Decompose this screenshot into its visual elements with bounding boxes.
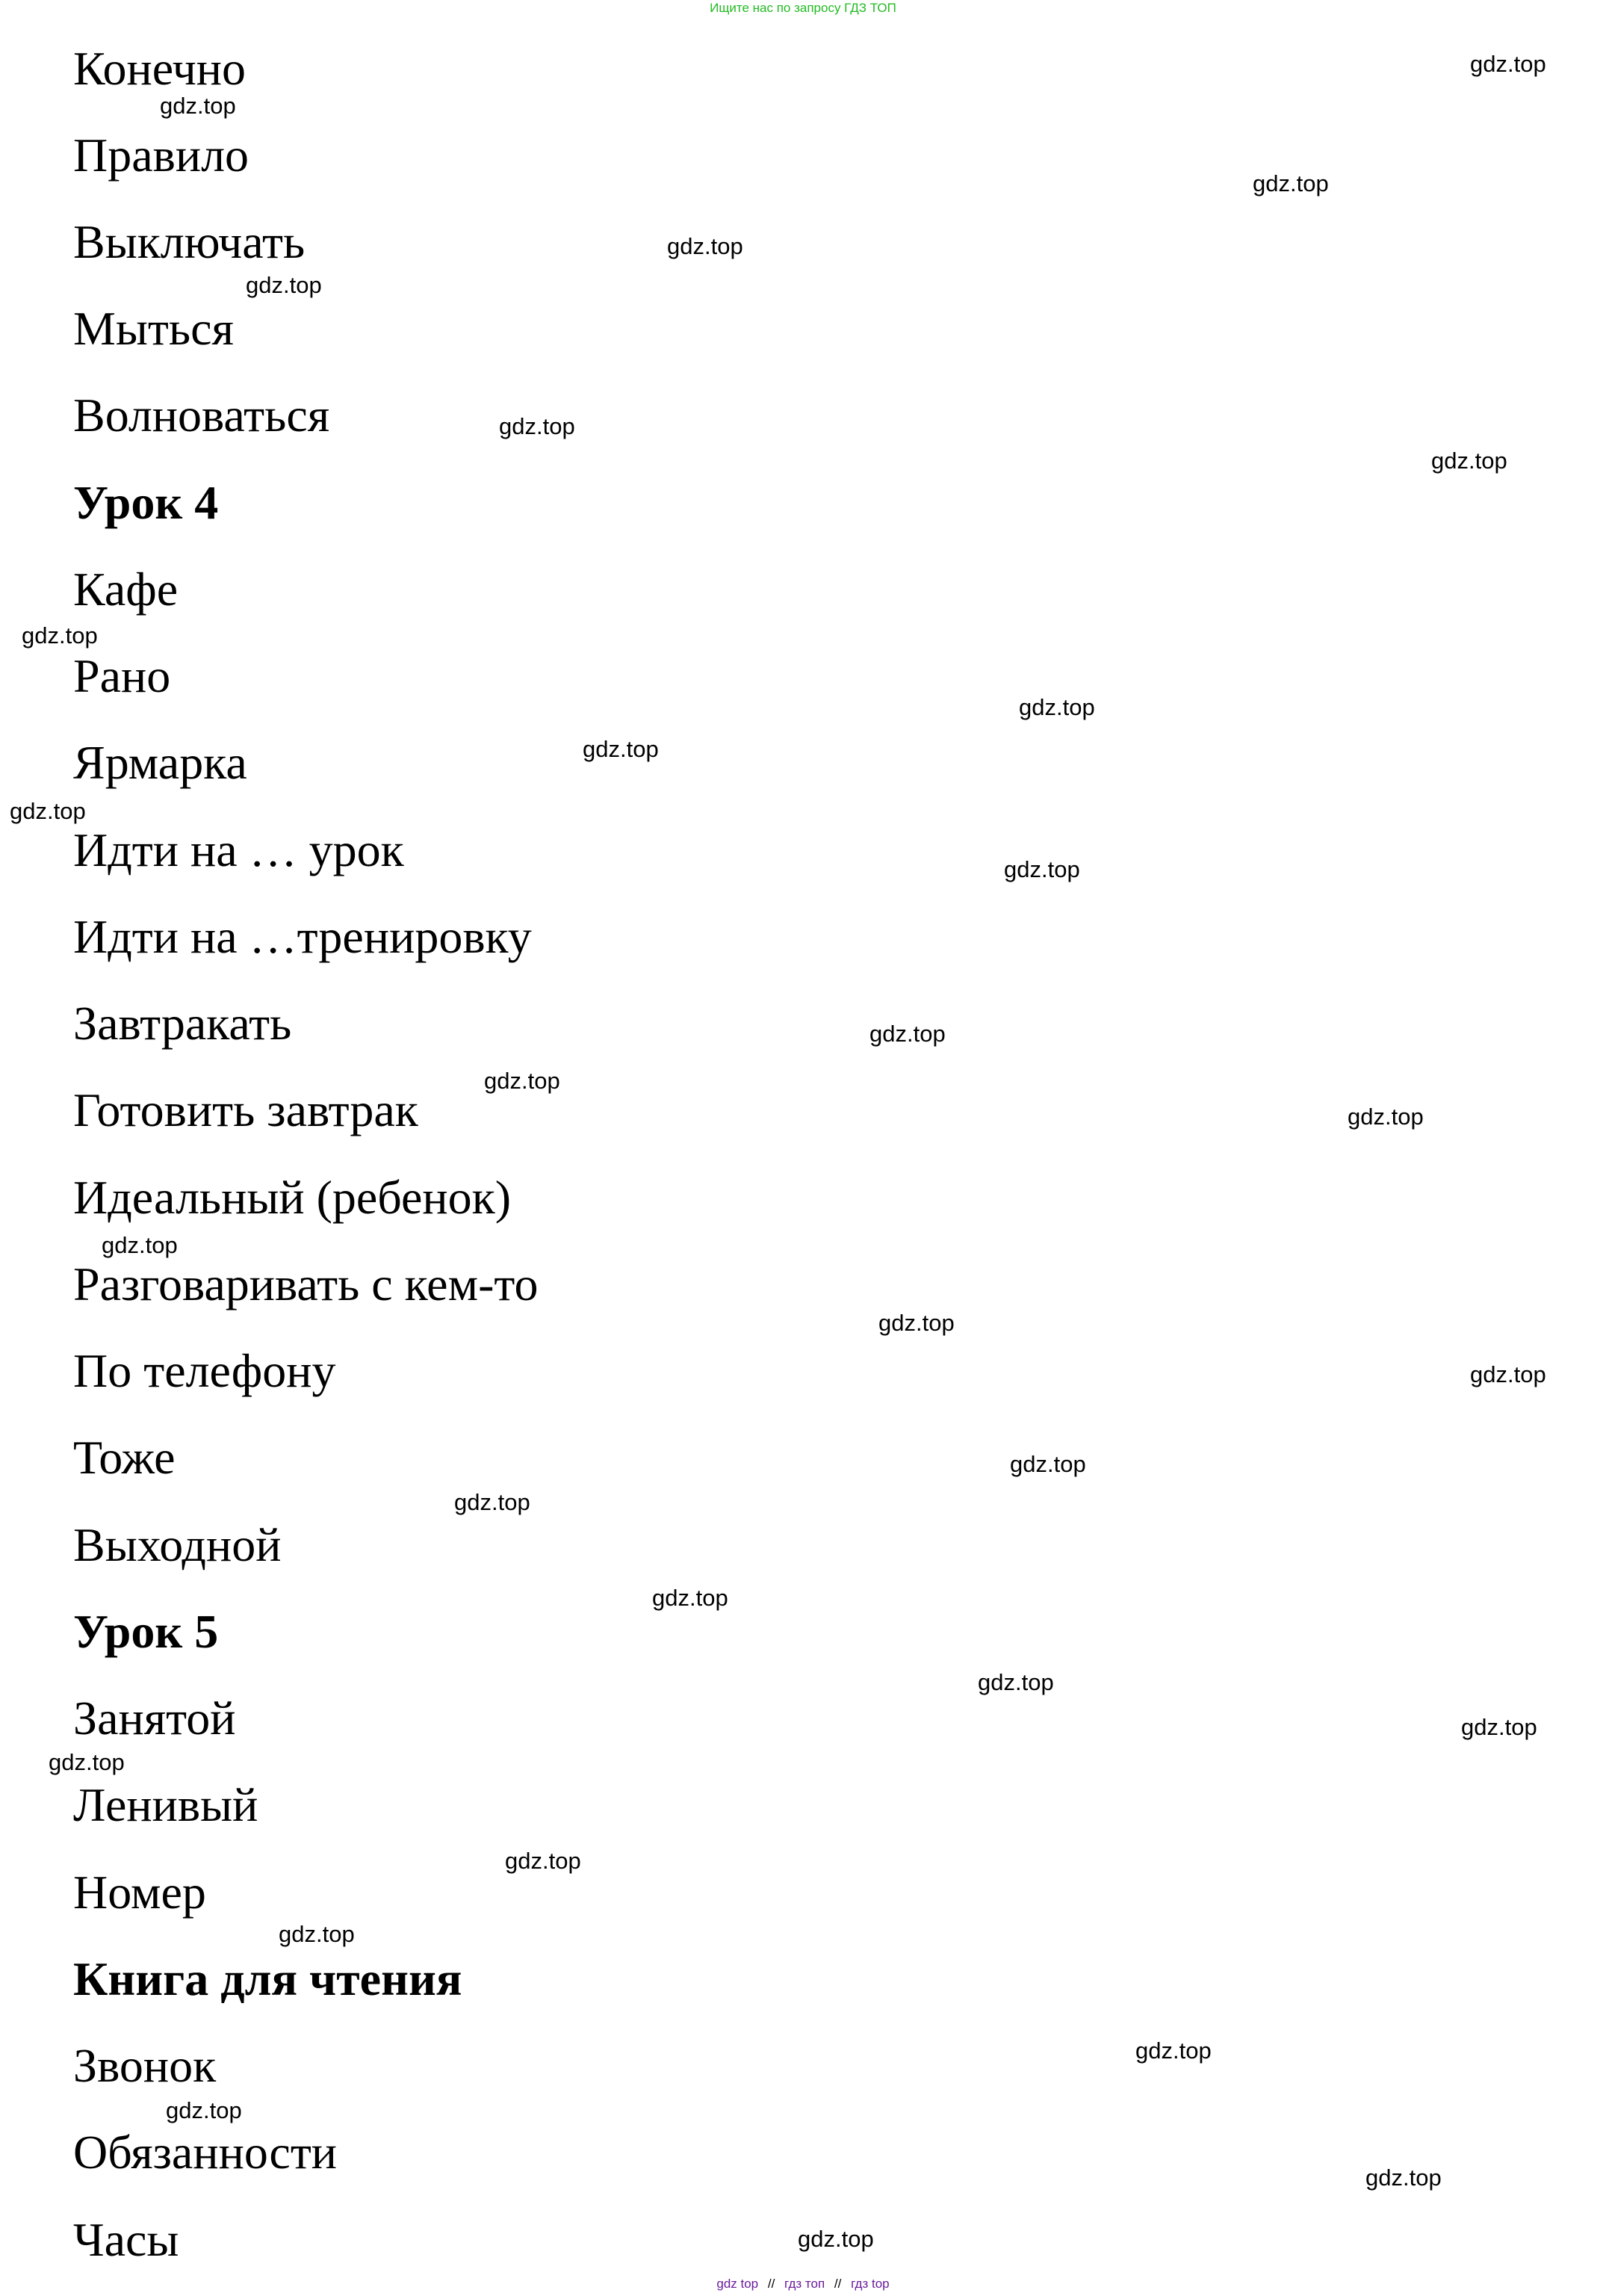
watermark-label: gdz.top bbox=[1010, 1451, 1086, 1477]
vocabulary-word: Выходной bbox=[73, 1518, 282, 1571]
vocabulary-word: Идеальный (ребенок) bbox=[73, 1171, 512, 1224]
watermark-label: gdz.top bbox=[49, 1749, 125, 1775]
vocabulary-word: Идти на …тренировку bbox=[73, 910, 532, 963]
watermark-label: gdz.top bbox=[1470, 51, 1546, 77]
vocabulary-word: Рано bbox=[73, 649, 171, 702]
watermark-label: gdz.top bbox=[279, 1921, 355, 1947]
vocabulary-word: Ярмарка bbox=[73, 736, 247, 789]
vocabulary-word: Конечно bbox=[73, 42, 246, 95]
watermark-label: gdz.top bbox=[667, 233, 743, 259]
watermark-label: gdz.top bbox=[869, 1021, 946, 1047]
watermark-label: gdz.top bbox=[652, 1585, 728, 1611]
footer-separator: // bbox=[834, 2277, 842, 2291]
vocabulary-word: Готовить завтрак bbox=[73, 1083, 418, 1136]
top-banner bbox=[0, 0, 1606, 16]
section-heading: Урок 5 bbox=[73, 1605, 219, 1658]
vocabulary-word: Обязанности bbox=[73, 2126, 338, 2179]
vocabulary-word: Звонок bbox=[73, 2039, 217, 2092]
banner-text: Ищите нас по запросу ГДЗ ТОП bbox=[710, 1, 896, 15]
watermark-label: gdz.top bbox=[1004, 856, 1080, 882]
watermark-label: gdz.top bbox=[1019, 694, 1095, 720]
section-heading: Урок 4 bbox=[73, 476, 219, 529]
watermark-label: gdz.top bbox=[1431, 448, 1507, 474]
footer-item[interactable]: гдз топ bbox=[784, 2277, 825, 2291]
watermark-label: gdz.top bbox=[10, 798, 86, 824]
vocabulary-word: Выключать bbox=[73, 215, 306, 268]
watermark-label: gdz.top bbox=[1461, 1714, 1537, 1740]
watermark-label: gdz.top bbox=[454, 1489, 530, 1515]
vocabulary-word: Занятой bbox=[73, 1692, 236, 1745]
vocabulary-word: Тоже bbox=[73, 1431, 176, 1484]
watermark-label: gdz.top bbox=[102, 1232, 178, 1258]
watermark-label: gdz.top bbox=[246, 272, 322, 298]
section-heading: Книга для чтения bbox=[73, 1952, 462, 2005]
vocabulary-word: Кафе bbox=[73, 563, 179, 616]
vocabulary-word: Мыться bbox=[73, 302, 234, 355]
watermark-label: gdz.top bbox=[1470, 1361, 1546, 1387]
footer bbox=[0, 2276, 1606, 2292]
watermark-label: gdz.top bbox=[1365, 2165, 1442, 2191]
watermark-label: gdz.top bbox=[978, 1669, 1054, 1695]
vocabulary-word: Идти на … урок bbox=[73, 823, 404, 876]
watermark-label: gdz.top bbox=[798, 2226, 874, 2252]
watermark-label: gdz.top bbox=[505, 1848, 581, 1874]
watermark-label: gdz.top bbox=[160, 93, 236, 119]
watermark-label: gdz.top bbox=[583, 736, 659, 762]
watermark-label: gdz.top bbox=[166, 2097, 242, 2123]
watermark-label: gdz.top bbox=[1348, 1104, 1424, 1130]
footer-item[interactable]: gdz top bbox=[716, 2277, 759, 2291]
watermark-label: gdz.top bbox=[484, 1068, 560, 1094]
vocabulary-word: Правило bbox=[73, 129, 249, 182]
vocabulary-word: Завтракать bbox=[73, 997, 292, 1050]
vocabulary-word: Ленивый bbox=[73, 1778, 258, 1831]
footer-separator: // bbox=[767, 2277, 775, 2291]
watermark-label: gdz.top bbox=[878, 1310, 955, 1336]
vocabulary-word: Разговаривать с кем-то bbox=[73, 1257, 539, 1311]
watermark-label: gdz.top bbox=[1135, 2037, 1212, 2064]
vocabulary-word: По телефону bbox=[73, 1344, 336, 1397]
vocabulary-word: Волноваться bbox=[73, 389, 330, 442]
watermark-label: gdz.top bbox=[22, 622, 98, 649]
vocabulary-word: Номер bbox=[73, 1866, 206, 1919]
footer-item[interactable]: гдз top bbox=[851, 2277, 890, 2291]
vocabulary-word: Часы bbox=[73, 2213, 179, 2266]
watermark-label: gdz.top bbox=[1253, 170, 1329, 197]
watermark-label: gdz.top bbox=[499, 413, 575, 439]
